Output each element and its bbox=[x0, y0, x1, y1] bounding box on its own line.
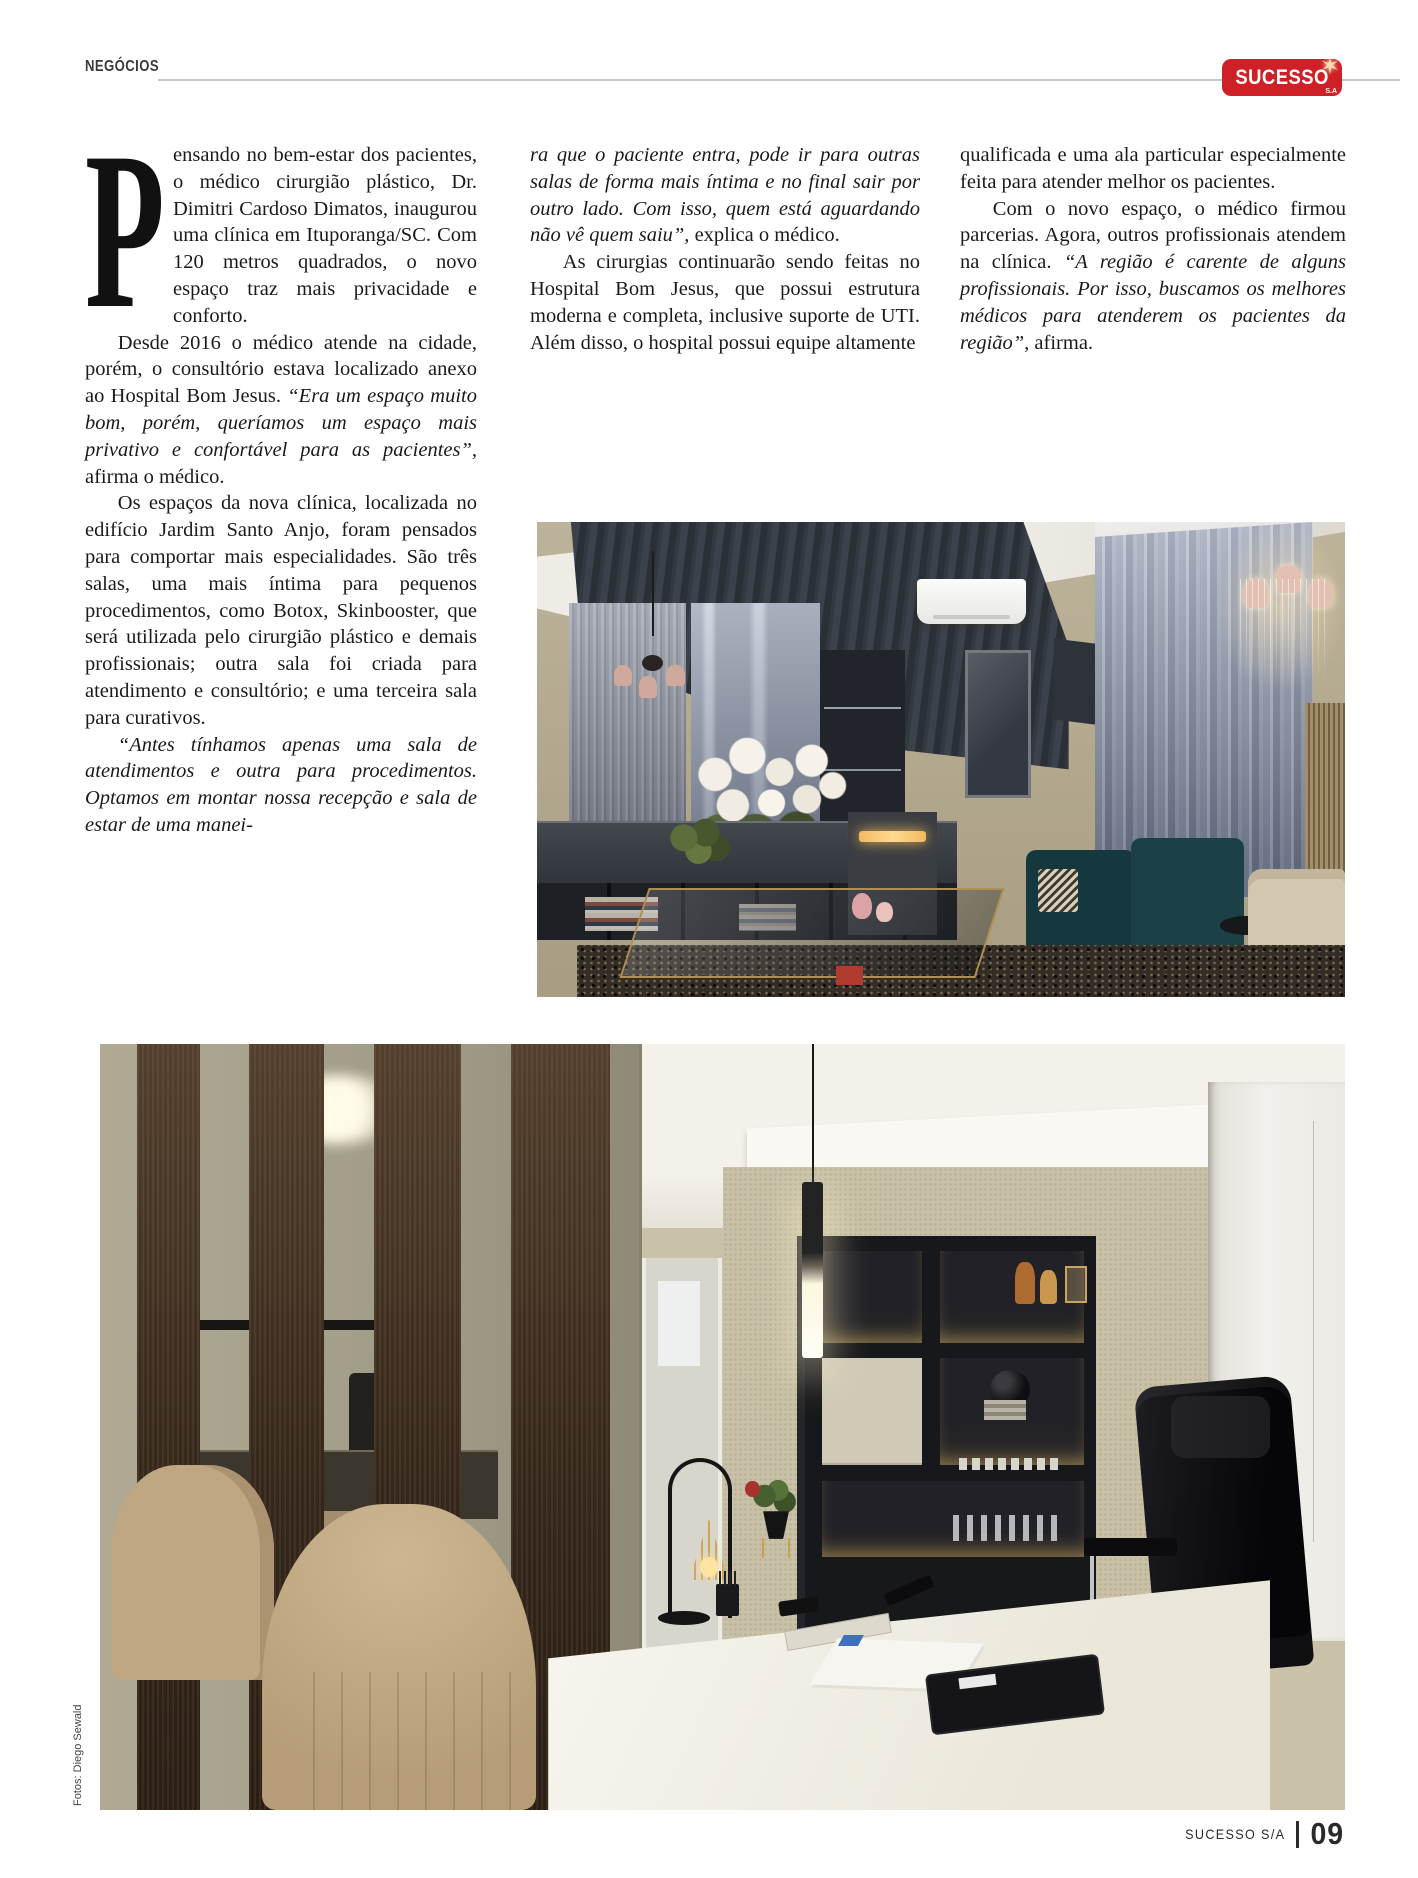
article-column-1 bbox=[85, 105, 477, 839]
photo-credit: Fotos: Diego Sewald bbox=[72, 1704, 84, 1806]
pendant-cord bbox=[812, 1044, 814, 1190]
desk-lamp-base bbox=[658, 1611, 710, 1625]
red-flower bbox=[745, 1481, 760, 1498]
photo-reception bbox=[537, 522, 1345, 997]
air-conditioner-vent bbox=[933, 615, 1010, 620]
footer-brand: SUCESSO S/A bbox=[1185, 1826, 1286, 1842]
shelf-cabinet-door bbox=[822, 1358, 922, 1465]
fireplace-flame bbox=[859, 831, 927, 842]
armrest-pad bbox=[1084, 1538, 1177, 1556]
amber-bottle bbox=[1015, 1262, 1035, 1304]
pendant-light bbox=[802, 1182, 823, 1358]
photo-office bbox=[100, 1044, 1345, 1810]
drop-cap: P bbox=[85, 105, 165, 355]
amber-bottle bbox=[1040, 1270, 1057, 1304]
pens bbox=[719, 1571, 736, 1586]
pen-holder bbox=[716, 1584, 738, 1616]
green-plant bbox=[662, 817, 735, 869]
book-stack bbox=[984, 1400, 1026, 1420]
executive-chair-headrest bbox=[1171, 1396, 1271, 1457]
chandelier-chain bbox=[652, 551, 654, 637]
page-footer bbox=[1174, 1816, 1345, 1852]
logo-text: SUCESSO bbox=[1235, 65, 1329, 89]
lamp-bulb bbox=[700, 1557, 717, 1577]
white-dishes bbox=[959, 1458, 1059, 1470]
article-column-2 bbox=[530, 142, 920, 356]
footer-divider bbox=[1296, 1821, 1299, 1848]
gold-lantern bbox=[1065, 1266, 1087, 1303]
shelf-cell bbox=[940, 1251, 1083, 1343]
article-paragraph: “Antes tínhamos apenas uma sala de atendimentos e outra para procedimentos. Optamos em montar nossa recepção e sala de estar de uma manei- bbox=[85, 733, 477, 836]
article-paragraph: P ensando no bem-estar dos pacientes, o médico cirurgião plástico, Dr. Dimitri Cardoso Dimatos, inaugurou uma clínica em Ituporanga/SC. Com 120 metros quadrados, o novo espaço traz mais privacidade e conforto. bbox=[85, 105, 477, 355]
header-rule bbox=[158, 79, 1400, 81]
lamp-shade bbox=[666, 665, 685, 687]
magazine-logo bbox=[1222, 54, 1342, 96]
article-paragraph: qualificada e uma ala particular especialmente feita para atender melhor os pacientes. bbox=[960, 144, 1346, 193]
page-number: 09 bbox=[1309, 1816, 1344, 1851]
beige-armchair bbox=[112, 1465, 274, 1679]
shelf-cell bbox=[822, 1251, 922, 1343]
pink-vase bbox=[852, 893, 871, 919]
crystal-strands bbox=[1240, 579, 1329, 684]
article-paragraph: Os espaços da nova clínica, localizada no edifício Jardim Santo Anjo, foram pensados para comportar mais especialidades. São três salas, uma mais íntima para pequenos procedimentos, como Botox, Skinbooster, que será utilizada pelo cirurgião plástico e demais profissionais; outra sala foi criada para atendimento e consultório; e uma terceira sala para curativos. bbox=[85, 492, 477, 729]
armchair-seams bbox=[287, 1672, 511, 1810]
wall-mirror bbox=[965, 650, 1031, 797]
article-paragraph: Com o novo espaço, o médico firmou parcerias. Agora, outros profissionais atendem na clínica. “A região é carente de alguns profissionais. Por isso, buscamos os melhores médicos para atenderem os pacientes da região”, afirma. bbox=[960, 197, 1346, 354]
patterned-pillow bbox=[1038, 869, 1078, 912]
article-paragraph: As cirurgias continuarão sendo feitas no Hospital Bom Jesus, que possui estrutura moderna e completa, inclusive suporte de UTI. Além disso, o hospital possui equipe altamente bbox=[530, 251, 920, 354]
bathroom-window bbox=[658, 1281, 700, 1365]
logo-subtext: S.A bbox=[1325, 88, 1337, 95]
article-paragraph: ra que o paciente entra, pode ir para outras salas de forma mais íntima e no final sair por outro lado. Com isso, quem está aguardando não vê quem saiu”, explica o médico. bbox=[530, 144, 920, 247]
wood-slat bbox=[137, 1044, 199, 1810]
gold-plant-stand bbox=[762, 1538, 789, 1558]
lamp-shade bbox=[639, 676, 658, 698]
starburst-icon: ✶ bbox=[1319, 54, 1340, 80]
gold-coffee-table bbox=[619, 888, 1004, 978]
article-paragraph: Desde 2016 o médico atende na cidade, porém, o consultório estava localizado anexo ao Hospital Bom Jesus. “Era um espaço muito bom, porém, queríamos um espaço mais privativo e confortável para as pacientes”, afirma o médico. bbox=[85, 331, 477, 488]
section-label: NEGÓCIOS bbox=[85, 58, 159, 75]
glassware bbox=[953, 1515, 1065, 1541]
lamp-shade bbox=[614, 665, 633, 687]
glass-shelf bbox=[824, 707, 901, 709]
red-box bbox=[836, 966, 863, 985]
article-column-3 bbox=[960, 142, 1346, 356]
pink-vase bbox=[876, 902, 892, 922]
shade-pull-cord bbox=[1313, 1121, 1314, 1542]
